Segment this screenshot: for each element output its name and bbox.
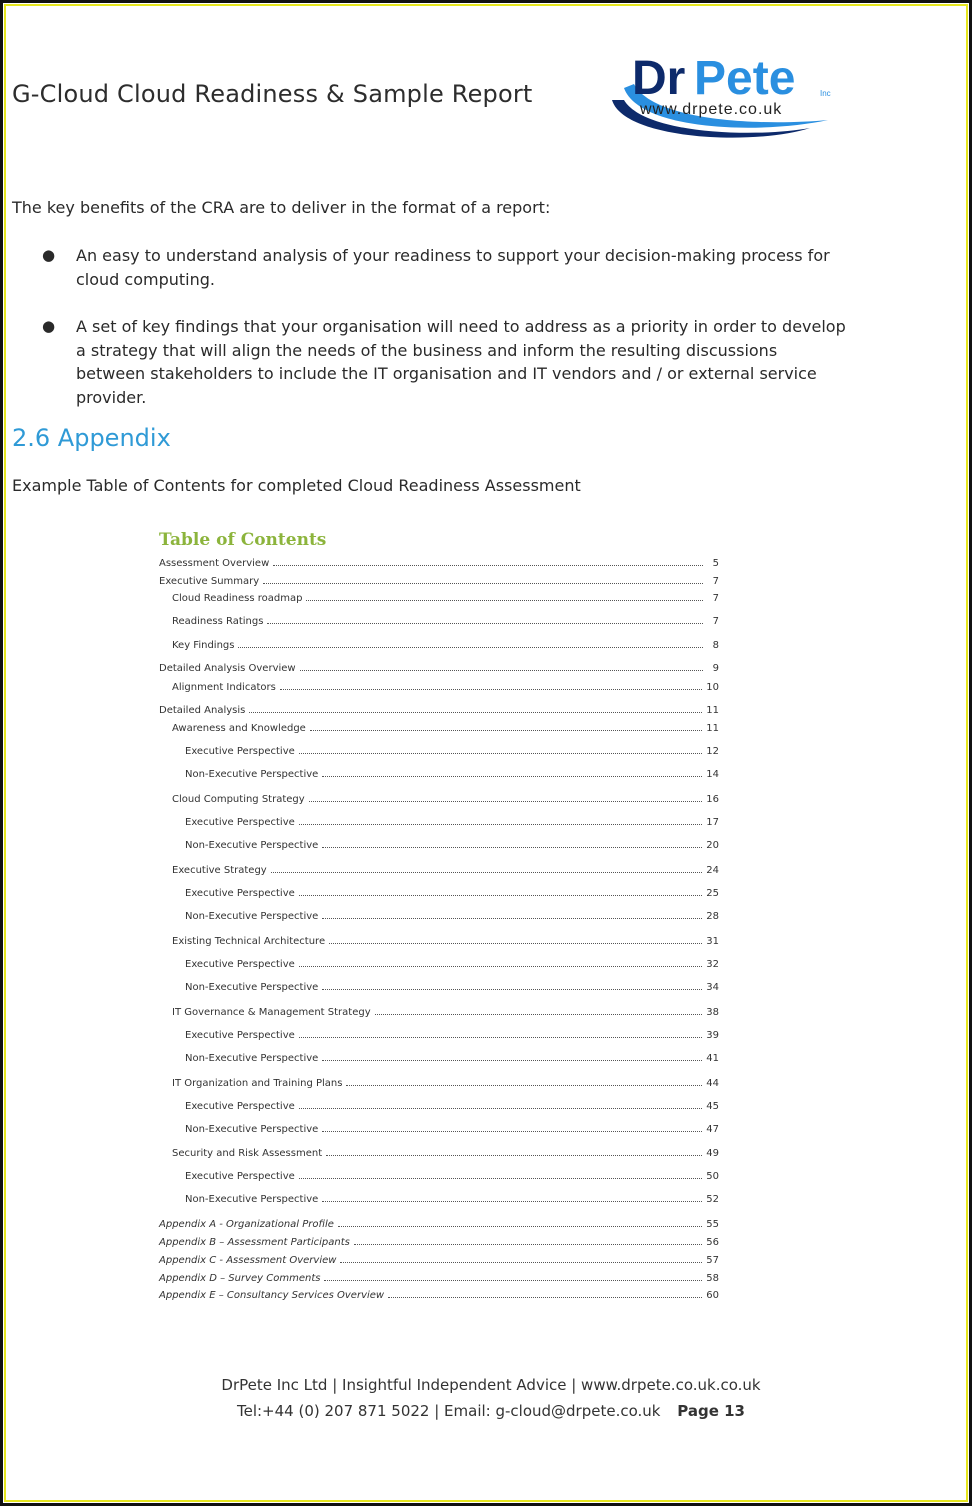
toc-entry-page: 58 xyxy=(706,1273,719,1284)
toc-leader xyxy=(299,894,702,896)
toc-entry-label: Appendix E – Consultancy Services Overview xyxy=(159,1290,385,1301)
toc-entry-label: Executive Perspective xyxy=(185,888,295,899)
toc-leader xyxy=(271,871,703,873)
toc-entry xyxy=(159,936,719,947)
logo-text-pete: Pete xyxy=(694,52,796,105)
toc-leader xyxy=(324,1279,702,1281)
toc-leader xyxy=(354,1243,702,1245)
toc-entry-label: Non-Executive Perspective xyxy=(185,1124,319,1135)
toc-entry-page: 55 xyxy=(706,1219,719,1230)
toc-entry-label: Non-Executive Perspective xyxy=(185,911,319,922)
toc-entry-page: 14 xyxy=(706,769,719,780)
toc-entry-page: 12 xyxy=(706,746,719,757)
toc-entry-page: 24 xyxy=(706,865,719,876)
toc-entry xyxy=(159,705,719,716)
toc-entry-label: Appendix A - Organizational Profile xyxy=(159,1219,334,1230)
toc-entry-label: Key Findings xyxy=(172,640,235,651)
toc-entry-label: Awareness and Knowledge xyxy=(172,723,306,734)
toc-entry-page: 44 xyxy=(706,1078,719,1089)
toc-entry xyxy=(159,1171,719,1182)
toc-entry xyxy=(159,1219,719,1230)
toc-leader xyxy=(340,1261,702,1263)
logo-url: www.drpete.co.uk xyxy=(640,101,783,118)
document-title: G-Cloud Cloud Readiness & Sample Report xyxy=(12,80,533,108)
footer-line-1: DrPete Inc Ltd | Insightful Independent Advice | www.drpete.co.uk.co.uk xyxy=(221,1376,761,1394)
page-number: Page 13 xyxy=(677,1402,745,1420)
toc-leader xyxy=(309,800,703,802)
list-item xyxy=(40,315,850,409)
toc-entry-page: 50 xyxy=(706,1171,719,1182)
toc-entry xyxy=(159,1290,719,1301)
toc-entry-label: Non-Executive Perspective xyxy=(185,982,319,993)
toc-title: Table of Contents xyxy=(159,530,327,550)
toc-entry-label: Non-Executive Perspective xyxy=(185,840,319,851)
list-item xyxy=(40,244,850,291)
toc-entry-label: Appendix D – Survey Comments xyxy=(159,1273,321,1284)
toc-entry xyxy=(159,640,719,651)
table-of-contents xyxy=(159,530,719,1301)
toc-entry xyxy=(159,982,719,993)
toc-entry-label: Executive Perspective xyxy=(185,1171,295,1182)
bullet-icon: ● xyxy=(42,317,56,336)
toc-leader xyxy=(299,823,702,825)
toc-entry xyxy=(159,1124,719,1135)
toc-entry-label: Non-Executive Perspective xyxy=(185,1053,319,1064)
toc-entry-page: 20 xyxy=(706,840,719,851)
toc-leader xyxy=(299,1107,702,1109)
section-heading: 2.6 Appendix xyxy=(12,424,171,452)
toc-entry-page: 16 xyxy=(706,794,719,805)
toc-entry-page: 28 xyxy=(706,911,719,922)
toc-entry xyxy=(159,663,719,674)
toc-entry-page: 52 xyxy=(706,1194,719,1205)
toc-entry-page: 32 xyxy=(706,959,719,970)
toc-entry-label: Detailed Analysis xyxy=(159,705,246,716)
toc-entry-page: 49 xyxy=(706,1148,719,1159)
toc-entry-label: Appendix C - Assessment Overview xyxy=(159,1255,337,1266)
toc-entry-page: 31 xyxy=(706,936,719,947)
toc-entry xyxy=(159,1053,719,1064)
bullet-icon: ● xyxy=(42,246,56,264)
toc-entry xyxy=(159,1078,719,1089)
toc-leader xyxy=(300,669,703,671)
toc-entry-page: 17 xyxy=(706,817,719,828)
toc-entry-page: 10 xyxy=(706,682,719,693)
toc-entry-label: IT Governance & Management Strategy xyxy=(172,1007,371,1018)
toc-entry xyxy=(159,769,719,780)
toc-leader xyxy=(310,729,702,731)
toc-leader xyxy=(322,1059,702,1061)
toc-entry xyxy=(159,1148,719,1159)
footer-contact: Tel:+44 (0) 207 871 5022 | Email: g-cloud@drpete.co.uk xyxy=(236,1402,661,1420)
toc-entry-label: IT Organization and Training Plans xyxy=(172,1078,343,1089)
toc-entry-label: Non-Executive Perspective xyxy=(185,769,319,780)
toc-entry xyxy=(159,723,719,734)
toc-entry-page: 11 xyxy=(706,723,719,734)
logo-text-dr: Dr xyxy=(632,52,686,105)
toc-entry xyxy=(159,1030,719,1041)
toc-entry xyxy=(159,746,719,757)
toc-leader xyxy=(322,988,702,990)
toc-leader xyxy=(338,1225,702,1227)
toc-entry-label: Detailed Analysis Overview xyxy=(159,663,296,674)
toc-entry-label: Executive Perspective xyxy=(185,1030,295,1041)
toc-entry-label: Executive Perspective xyxy=(185,746,295,757)
toc-leader xyxy=(299,1036,702,1038)
toc-leader xyxy=(375,1013,703,1015)
toc-entry-label: Assessment Overview xyxy=(159,558,270,569)
toc-entry-label: Executive Perspective xyxy=(185,817,295,828)
toc-leader xyxy=(322,917,702,919)
toc-leader xyxy=(273,564,703,566)
toc-leader xyxy=(346,1084,702,1086)
toc-entry xyxy=(159,558,719,569)
toc-entry-label: Readiness Ratings xyxy=(172,616,264,627)
toc-entry xyxy=(159,1194,719,1205)
toc-leader xyxy=(326,1154,702,1156)
toc-entry-label: Cloud Readiness roadmap xyxy=(172,593,303,604)
toc-leader xyxy=(263,582,703,584)
footer-line-2 xyxy=(0,1402,972,1420)
toc-entry-page: 39 xyxy=(706,1030,719,1041)
toc-leader xyxy=(388,1296,702,1298)
toc-leader xyxy=(322,846,702,848)
toc-entry-page: 41 xyxy=(706,1053,719,1064)
toc-entry xyxy=(159,794,719,805)
toc-entry-label: Existing Technical Architecture xyxy=(172,936,326,947)
toc-entry-page: 25 xyxy=(706,888,719,899)
bullet-text: A set of key findings that your organisation will need to address as a priority in order to develop a strategy that will align the needs of the business and inform the resulting discussions between stakeholders to include the IT organisation and IT vendors and / or external service provider. xyxy=(76,317,846,407)
toc-entry-page: 9 xyxy=(712,663,719,674)
toc-entry xyxy=(159,1273,719,1284)
toc-entry xyxy=(159,1007,719,1018)
toc-entry xyxy=(159,865,719,876)
toc-leader xyxy=(322,1200,702,1202)
toc-entry-label: Executive Summary xyxy=(159,576,260,587)
toc-leader xyxy=(238,646,703,648)
toc-entry-label: Executive Perspective xyxy=(185,1101,295,1112)
toc-entry-page: 45 xyxy=(706,1101,719,1112)
toc-entry-page: 7 xyxy=(712,576,719,587)
toc-entry-page: 7 xyxy=(712,593,719,604)
toc-entry-label: Non-Executive Perspective xyxy=(185,1194,319,1205)
toc-leader xyxy=(267,622,703,624)
drpete-logo xyxy=(604,48,840,146)
benefits-list xyxy=(40,244,850,434)
toc-entry-label: Security and Risk Assessment xyxy=(172,1148,323,1159)
toc-entry xyxy=(159,817,719,828)
toc-entry-page: 47 xyxy=(706,1124,719,1135)
toc-entry-label: Executive Strategy xyxy=(172,865,267,876)
bullet-text: An easy to understand analysis of your readiness to support your decision-making process for cloud computing. xyxy=(76,246,830,289)
toc-entry-page: 56 xyxy=(706,1237,719,1248)
toc-leader xyxy=(322,1130,702,1132)
toc-entry xyxy=(159,1255,719,1266)
logo-text-inc: Inc xyxy=(820,89,831,98)
toc-entry xyxy=(159,911,719,922)
toc-entry-page: 34 xyxy=(706,982,719,993)
toc-entry xyxy=(159,959,719,970)
toc-entry-page: 60 xyxy=(706,1290,719,1301)
toc-leader xyxy=(322,775,702,777)
toc-leader xyxy=(299,1177,702,1179)
toc-entry xyxy=(159,1237,719,1248)
toc-entry-page: 7 xyxy=(712,616,719,627)
toc-entry-label: Appendix B – Assessment Participants xyxy=(159,1237,350,1248)
toc-leader xyxy=(280,688,702,690)
toc-entry-page: 5 xyxy=(712,558,719,569)
toc-entry-label: Executive Perspective xyxy=(185,959,295,970)
toc-leader xyxy=(306,599,703,601)
toc-entry xyxy=(159,1101,719,1112)
toc-leader xyxy=(299,752,702,754)
toc-entry-label: Alignment Indicators xyxy=(172,682,276,693)
section-intro: Example Table of Contents for completed Cloud Readiness Assessment xyxy=(12,476,581,495)
toc-leader xyxy=(329,942,702,944)
toc-entry xyxy=(159,616,719,627)
toc-entry-page: 8 xyxy=(712,640,719,651)
toc-entry xyxy=(159,888,719,899)
intro-text: The key benefits of the CRA are to deliver in the format of a report: xyxy=(12,198,551,217)
toc-entry-page: 38 xyxy=(706,1007,719,1018)
toc-entry xyxy=(159,840,719,851)
toc-entry xyxy=(159,682,719,693)
toc-entry-label: Cloud Computing Strategy xyxy=(172,794,305,805)
toc-entry-page: 11 xyxy=(706,705,719,716)
toc-entry-page: 57 xyxy=(706,1255,719,1266)
toc-leader xyxy=(299,965,702,967)
toc-leader xyxy=(249,711,702,713)
toc-entry xyxy=(159,576,719,587)
toc-entry xyxy=(159,593,719,604)
